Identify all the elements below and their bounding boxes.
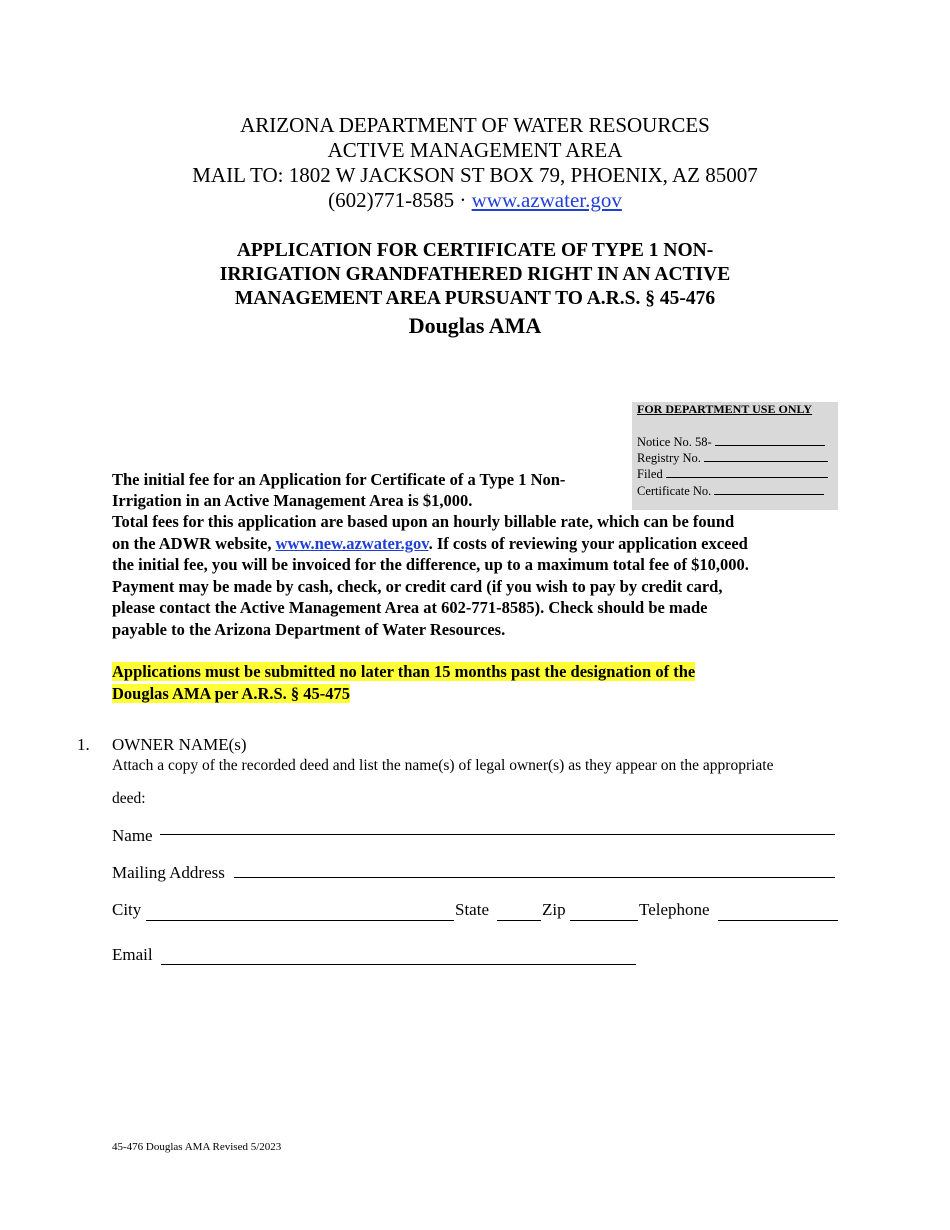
adwr-website-link[interactable]: www.new.azwater.gov xyxy=(275,534,429,553)
fee-text-line4-post: . If costs of reviewing your application exceed xyxy=(428,534,748,553)
zip-input-line[interactable] xyxy=(570,920,638,921)
name-label: Name xyxy=(112,826,153,845)
fee-text-line7: please contact the Active Management Area at 602-771-8585). Check should be made xyxy=(112,598,708,617)
telephone-label: Telephone xyxy=(639,900,710,919)
certificate-number-row xyxy=(637,482,824,499)
mailing-address-input-line[interactable] xyxy=(234,877,835,878)
certificate-number-label: Certificate No. xyxy=(637,484,712,498)
fee-text-line2: Irrigation in an Active Management Area is $1,000. xyxy=(112,491,473,510)
certificate-number-field[interactable] xyxy=(714,482,824,495)
registry-number-row xyxy=(637,449,828,466)
fee-text-line8: payable to the Arizona Department of Water Resources. xyxy=(112,620,506,639)
fee-text-line3: Total fees for this application are based upon an hourly billable rate, which can be found xyxy=(112,512,735,531)
deadline-notice-line2 xyxy=(112,683,350,705)
form-title-line1: APPLICATION FOR CERTIFICATE OF TYPE 1 NON- xyxy=(236,240,714,261)
notice-number-label: Notice No. 58- xyxy=(637,435,712,449)
filed-row xyxy=(637,465,828,482)
department-use-heading: FOR DEPARTMENT USE ONLY xyxy=(637,402,813,416)
state-input-line[interactable] xyxy=(497,920,541,921)
city-label: City xyxy=(112,900,142,919)
zip-label: Zip xyxy=(542,900,566,919)
deadline-notice-line1-text: Applications must be submitted no later than 15 months past the designation of the xyxy=(112,662,696,681)
deadline-notice-line2-text: Douglas AMA per A.R.S. § 45-475 xyxy=(112,684,351,703)
filed-field[interactable] xyxy=(666,465,828,478)
revision-footer: 45-476 Douglas AMA Revised 5/2023 xyxy=(112,1141,282,1153)
section-title: OWNER NAME(s) xyxy=(112,735,247,754)
email-input-line[interactable] xyxy=(161,964,636,965)
state-label: State xyxy=(455,900,489,919)
section-instruction-line1: Attach a copy of the recorded deed and list the name(s) of legal owner(s) as they appear on the appropriate xyxy=(112,757,774,774)
fee-text-line5: the initial fee, you will be invoiced for the difference, up to a maximum total fee of $10,000. xyxy=(112,555,749,574)
mailing-address-label: Mailing Address xyxy=(112,863,225,882)
fee-text-line1: The initial fee for an Application for Certificate of a Type 1 Non- xyxy=(112,470,566,489)
section-instruction-line2: deed: xyxy=(112,790,146,807)
website-link[interactable]: www.azwater.gov xyxy=(471,188,622,212)
registry-number-label: Registry No. xyxy=(637,451,701,465)
telephone-input-line[interactable] xyxy=(718,920,838,921)
registry-number-field[interactable] xyxy=(704,449,828,462)
form-title-line3: MANAGEMENT AREA PURSUANT TO A.R.S. § 45-476 xyxy=(234,288,716,309)
email-label: Email xyxy=(112,945,153,964)
section-number: 1. xyxy=(77,735,90,754)
mailing-address: MAIL TO: 1802 W JACKSON ST BOX 79, PHOENIX, AZ 85007 xyxy=(192,163,758,187)
fee-text-line4-pre: on the ADWR website, xyxy=(112,534,276,553)
form-subtitle: Douglas AMA xyxy=(408,313,542,338)
agency-name: ARIZONA DEPARTMENT OF WATER RESOURCES xyxy=(240,113,710,137)
name-input-line[interactable] xyxy=(160,834,835,835)
department-use-box xyxy=(632,402,838,510)
phone-number: (602)771-8585 · xyxy=(328,188,472,212)
division-name: ACTIVE MANAGEMENT AREA xyxy=(327,138,623,162)
fee-text-line6: Payment may be made by cash, check, or credit card (if you wish to pay by credit card, xyxy=(112,577,723,596)
city-input-line[interactable] xyxy=(146,920,454,921)
fee-text-line4 xyxy=(112,533,748,555)
form-title-line2: IRRIGATION GRANDFATHERED RIGHT IN AN ACTIVE xyxy=(219,264,731,285)
notice-number-field[interactable] xyxy=(715,433,825,446)
notice-number-row xyxy=(637,433,825,450)
deadline-notice-line1 xyxy=(112,661,695,683)
contact-line xyxy=(0,188,950,213)
filed-label: Filed xyxy=(637,467,663,481)
